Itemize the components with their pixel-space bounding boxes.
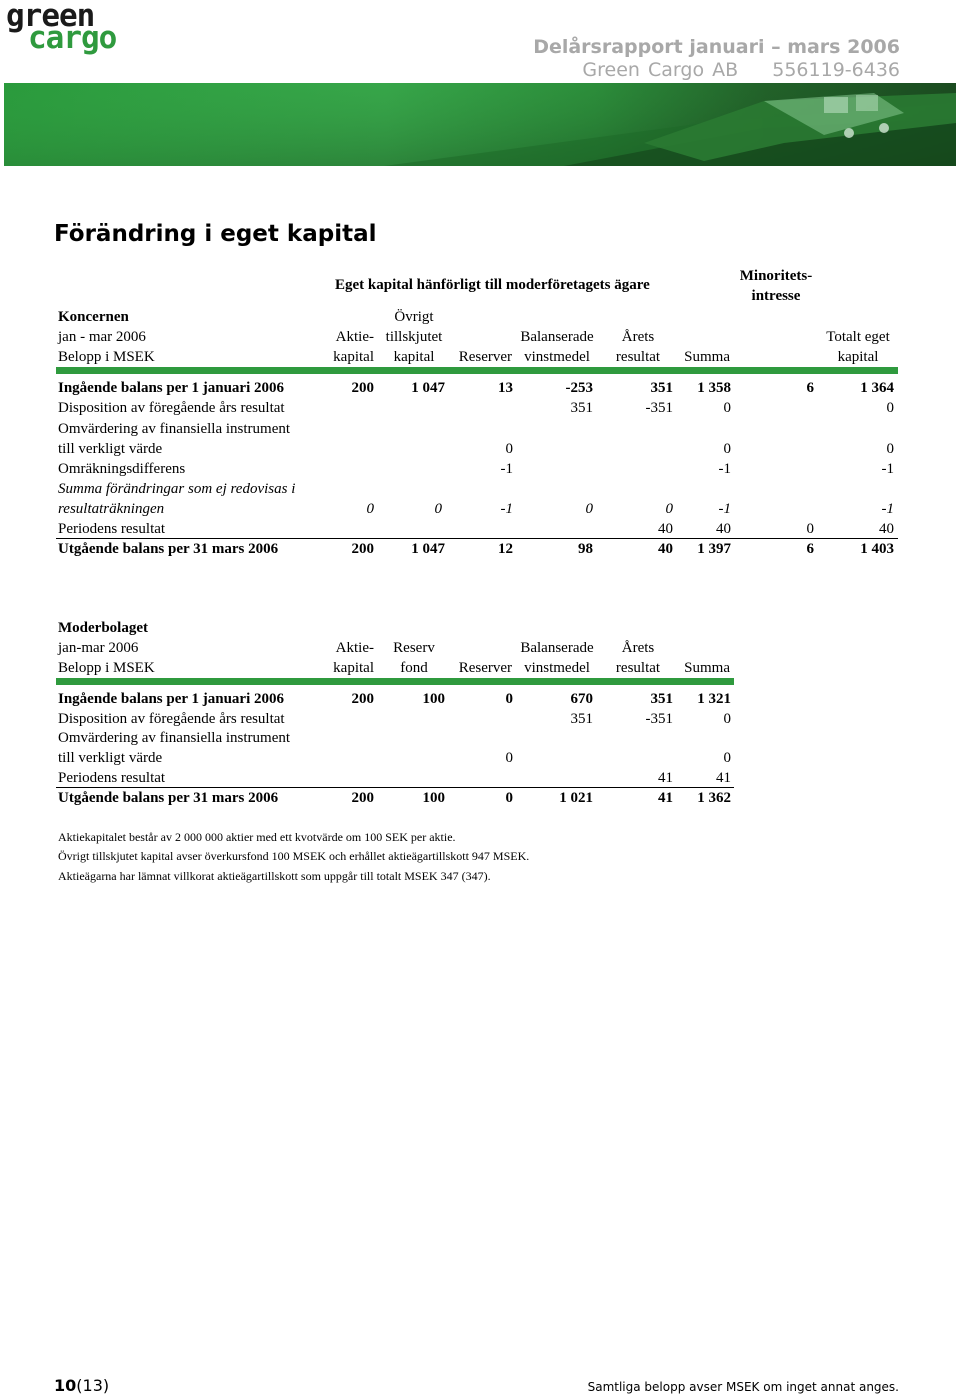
col-header-reservfond-1: Reserv bbox=[393, 640, 435, 656]
page-title: Förändring i eget kapital bbox=[54, 221, 377, 247]
group-cell-ovrigt: 1 047 bbox=[411, 380, 445, 396]
group-cell-total: 0 bbox=[886, 400, 894, 416]
col-header-aktiekapital-2: kapital bbox=[333, 660, 374, 676]
parent-cell-summa: 0 bbox=[723, 711, 731, 727]
group-header-rule bbox=[56, 367, 898, 374]
col-header-ovrigt-1: Övrigt bbox=[394, 309, 434, 325]
parent-cell-summa: 1 321 bbox=[697, 691, 731, 707]
parent-cell-summa: 41 bbox=[716, 770, 731, 786]
group-owner-header: Eget kapital hänförligt till moderföretagets ägare bbox=[335, 277, 650, 293]
col-header-arets-1: Årets bbox=[621, 329, 655, 345]
col-header-arets-2: resultat bbox=[615, 660, 661, 676]
group-row-label: Omräkningsdifferens bbox=[58, 461, 186, 477]
group-cell-balans: -253 bbox=[565, 380, 593, 396]
note-share-capital: Aktiekapitalet består av 2 000 000 aktier med ett kvotvärde om 100 SEK per aktie. bbox=[58, 830, 456, 844]
group-cell-balans: 0 bbox=[585, 501, 593, 517]
group-cell-reserver: 13 bbox=[498, 380, 513, 396]
minority-header-line1: Minoritets- bbox=[739, 268, 813, 284]
parent-cell-arets: -351 bbox=[645, 711, 673, 727]
col-header-aktiekapital-1: Aktie- bbox=[335, 640, 374, 656]
parent-cell-summa: 1 362 bbox=[697, 790, 731, 806]
parent-unit-label: Belopp i MSEK bbox=[58, 660, 155, 676]
group-row-label: Summa förändringar som ej redovisas i bbox=[58, 481, 296, 497]
footer-disclaimer: Samtliga belopp avser MSEK om inget annat anges. bbox=[587, 1380, 899, 1394]
note-contributed-capital: Övrigt tillskjutet kapital avser överkursfond 100 MSEK och erhållet aktieägartillskott 947 MSEK. bbox=[58, 849, 530, 863]
group-cell-arets: 351 bbox=[650, 380, 673, 396]
minority-header-line2: intresse bbox=[751, 288, 801, 304]
green-cargo-logo bbox=[6, 0, 146, 56]
parent-cell-reservfond: 100 bbox=[422, 790, 445, 806]
group-cell-reserver: 12 bbox=[498, 541, 513, 557]
parent-cell-balans: 670 bbox=[570, 691, 593, 707]
parent-total-rule bbox=[56, 787, 734, 788]
col-header-balanserade-1: Balanserade bbox=[520, 329, 594, 345]
header-banner-image bbox=[4, 83, 956, 166]
group-cell-summa: 0 bbox=[723, 400, 731, 416]
logo-word-cargo: cargo bbox=[28, 20, 117, 56]
col-header-aktiekapital-1: Aktie- bbox=[335, 329, 374, 345]
col-header-ovrigt-3: kapital bbox=[393, 349, 435, 365]
parent-row-label: Utgående balans per 31 mars 2006 bbox=[58, 790, 279, 806]
group-cell-total: -1 bbox=[881, 501, 894, 517]
group-cell-ovrigt: 0 bbox=[434, 501, 442, 517]
group-row-label: Ingående balans per 1 januari 2006 bbox=[58, 380, 285, 396]
parent-cell-reservfond: 100 bbox=[422, 691, 445, 707]
group-cell-aktie: 200 bbox=[351, 380, 374, 396]
parent-row-label: Periodens resultat bbox=[58, 770, 166, 786]
page-current: 10 bbox=[54, 1376, 77, 1395]
company-name: Green Cargo AB bbox=[582, 59, 739, 81]
group-cell-summa: -1 bbox=[718, 461, 731, 477]
parent-entity-label: Moderbolaget bbox=[58, 620, 148, 636]
group-row-label: Utgående balans per 31 mars 2006 bbox=[58, 541, 279, 557]
parent-cell-reserver: 0 bbox=[505, 691, 513, 707]
parent-cell-balans: 1 021 bbox=[559, 790, 593, 806]
col-header-balanserade-2: vinstmedel bbox=[524, 660, 590, 676]
col-header-reserver: Reserver bbox=[458, 349, 512, 365]
logo-word-green: green bbox=[6, 0, 95, 34]
group-period-label: jan - mar 2006 bbox=[58, 329, 146, 345]
group-unit-label: Belopp i MSEK bbox=[58, 349, 155, 365]
group-row-label: Periodens resultat bbox=[58, 521, 166, 537]
group-cell-total: 1 364 bbox=[860, 380, 894, 396]
company-line bbox=[582, 59, 900, 81]
parent-cell-reserver: 0 bbox=[505, 750, 513, 766]
group-cell-balans: 98 bbox=[578, 541, 593, 557]
group-row-label-cont: resultaträkningen bbox=[58, 501, 165, 517]
parent-cell-aktie: 200 bbox=[351, 691, 374, 707]
group-cell-arets: 0 bbox=[665, 501, 673, 517]
org-number: 556119-6436 bbox=[772, 59, 900, 81]
col-header-balanserade-2: vinstmedel bbox=[524, 349, 590, 365]
group-cell-minoritet: 6 bbox=[806, 541, 814, 557]
group-cell-summa: 40 bbox=[716, 521, 731, 537]
parent-cell-reserver: 0 bbox=[505, 790, 513, 806]
train-illustration bbox=[4, 83, 956, 166]
group-cell-total: 0 bbox=[886, 441, 894, 457]
parent-row-label: Disposition av föregående års resultat bbox=[58, 711, 285, 727]
parent-period-label: jan-mar 2006 bbox=[58, 640, 139, 656]
group-cell-summa: 1 358 bbox=[697, 380, 731, 396]
group-row-label-cont: till verkligt värde bbox=[58, 441, 163, 457]
col-header-summa: Summa bbox=[684, 349, 730, 365]
group-cell-minoritet: 6 bbox=[806, 380, 814, 396]
parent-row-label: Ingående balans per 1 januari 2006 bbox=[58, 691, 285, 707]
parent-cell-arets: 351 bbox=[650, 691, 673, 707]
col-header-arets-1: Årets bbox=[621, 640, 655, 656]
group-cell-reserver: -1 bbox=[500, 461, 513, 477]
group-cell-arets: 40 bbox=[658, 541, 673, 557]
parent-row-label-cont: till verkligt värde bbox=[58, 750, 163, 766]
col-header-totalt-2: kapital bbox=[837, 349, 879, 365]
group-cell-total: 1 403 bbox=[860, 541, 894, 557]
group-entity-label: Koncernen bbox=[58, 309, 129, 325]
group-cell-summa: 1 397 bbox=[697, 541, 731, 557]
parent-cell-aktie: 200 bbox=[351, 790, 374, 806]
group-cell-reserver: -1 bbox=[500, 501, 513, 517]
report-title: Delårsrapport januari – mars 2006 bbox=[533, 36, 900, 58]
group-row-label: Disposition av föregående års resultat bbox=[58, 400, 285, 416]
parent-cell-summa: 0 bbox=[723, 750, 731, 766]
group-cell-balans: 351 bbox=[570, 400, 593, 416]
group-cell-total: -1 bbox=[881, 461, 894, 477]
col-header-ovrigt-2: tillskjutet bbox=[385, 329, 443, 345]
group-cell-ovrigt: 1 047 bbox=[411, 541, 445, 557]
group-cell-summa: 0 bbox=[723, 441, 731, 457]
parent-cell-balans: 351 bbox=[570, 711, 593, 727]
col-header-arets-2: resultat bbox=[615, 349, 661, 365]
col-header-totalt-1: Totalt eget bbox=[826, 329, 890, 345]
col-header-summa: Summa bbox=[684, 660, 730, 676]
col-header-reserver: Reserver bbox=[458, 660, 512, 676]
group-row-label: Omvärdering av finansiella instrument bbox=[58, 421, 291, 437]
group-cell-summa: -1 bbox=[718, 501, 731, 517]
parent-header-rule bbox=[56, 678, 734, 685]
group-cell-arets: -351 bbox=[645, 400, 673, 416]
group-cell-aktie: 200 bbox=[351, 541, 374, 557]
group-cell-reserver: 0 bbox=[505, 441, 513, 457]
group-total-rule bbox=[56, 538, 898, 539]
group-cell-minoritet: 0 bbox=[806, 521, 814, 537]
col-header-aktiekapital-2: kapital bbox=[333, 349, 374, 365]
group-cell-total: 40 bbox=[879, 521, 894, 537]
page-total: (13) bbox=[76, 1376, 110, 1395]
parent-cell-arets: 41 bbox=[658, 770, 673, 786]
parent-cell-arets: 41 bbox=[658, 790, 673, 806]
col-header-reservfond-2: fond bbox=[400, 660, 428, 676]
page-number bbox=[54, 1376, 109, 1395]
col-header-balanserade-1: Balanserade bbox=[520, 640, 594, 656]
note-conditional-contribution: Aktieägarna har lämnat villkorat aktieägartillskott som uppgår till totalt MSEK 347 (347). bbox=[58, 869, 491, 883]
group-cell-aktie: 0 bbox=[366, 501, 374, 517]
group-cell-arets: 40 bbox=[658, 521, 673, 537]
parent-row-label: Omvärdering av finansiella instrument bbox=[58, 730, 291, 746]
